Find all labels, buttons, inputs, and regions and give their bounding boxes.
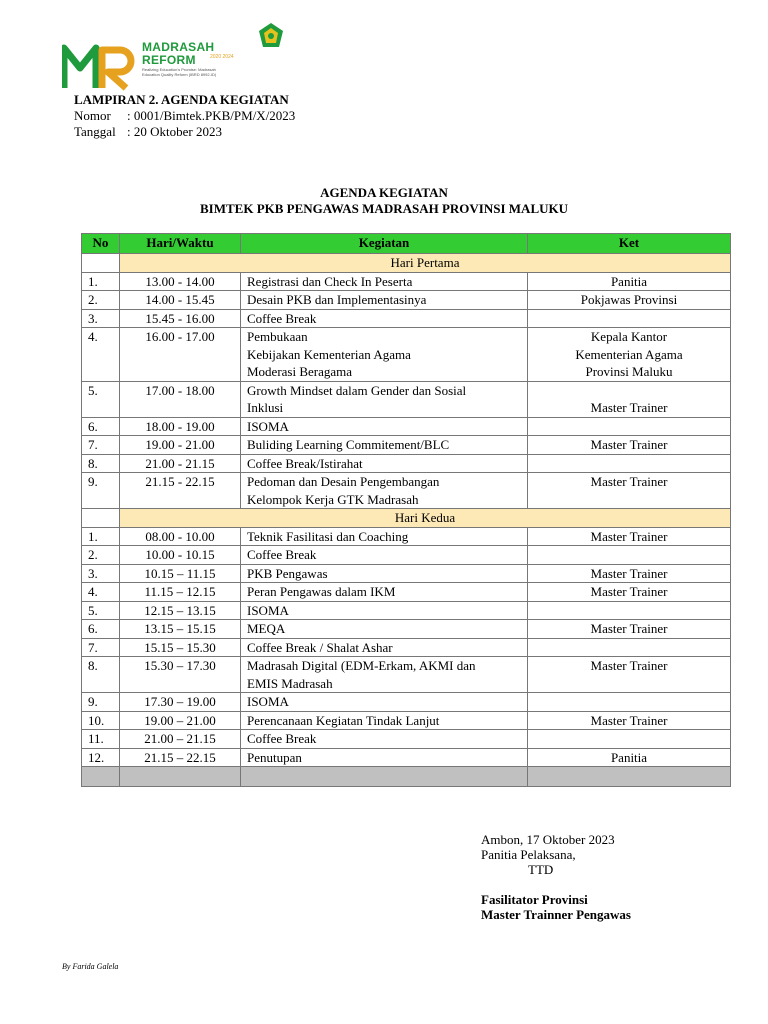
table-row — [82, 657, 731, 693]
nomor-label: Nomor — [74, 108, 111, 123]
row-ket — [528, 546, 731, 565]
row-ket: Panitia — [528, 272, 731, 291]
tanggal-row — [74, 124, 295, 140]
row-ket: Panitia — [528, 748, 731, 767]
table-row — [82, 638, 731, 657]
logo-tagline: Realizing Education's Promise: Madrasah Education Quality Reform (IBRD 8992-ID) — [142, 67, 217, 77]
row-activity: MEQA — [241, 620, 528, 639]
tanggal-label: Tanggal — [74, 124, 116, 139]
header-time: Hari/Waktu — [120, 234, 241, 254]
row-no: 1. — [82, 272, 120, 291]
row-activity: Growth Mindset dalam Gender dan Sosial Inklusi — [241, 381, 528, 417]
kemenag-emblem-icon — [258, 22, 284, 48]
row-time: 19.00 - 21.00 — [120, 436, 241, 455]
row-no: 5. — [82, 601, 120, 620]
row-time: 15.30 – 17.30 — [120, 657, 241, 693]
row-no: 9. — [82, 473, 120, 509]
header-ket: Ket — [528, 234, 731, 254]
row-ket — [528, 730, 731, 749]
row-activity: ISOMA — [241, 601, 528, 620]
row-time: 10.00 - 10.15 — [120, 546, 241, 565]
row-no: 3. — [82, 309, 120, 328]
lampiran-title: LAMPIRAN 2. AGENDA KEGIATAN — [74, 92, 289, 107]
table-row — [82, 381, 731, 417]
row-ket: Pokjawas Provinsi — [528, 291, 731, 310]
signature-place-date: Ambon, 17 Oktober 2023 — [481, 832, 615, 847]
row-ket: Master Trainer — [528, 527, 731, 546]
row-time: 10.15 – 11.15 — [120, 564, 241, 583]
footer-cell — [82, 767, 120, 787]
table-row — [82, 291, 731, 310]
row-time: 11.15 – 12.15 — [120, 583, 241, 602]
author-footer: By Farida Galela — [62, 962, 119, 971]
table-row — [82, 564, 731, 583]
row-activity: Coffee Break/Istirahat — [241, 454, 528, 473]
signature-org: Panitia Pelaksana, — [481, 847, 576, 862]
row-activity: Pedoman dan Desain Pengembangan Kelompok Kerja GTK Madrasah — [241, 473, 528, 509]
mr-logo-icon — [62, 40, 140, 92]
row-time: 18.00 - 19.00 — [120, 417, 241, 436]
row-time: 17.00 - 18.00 — [120, 381, 241, 417]
day-label: Hari Kedua — [120, 509, 731, 528]
logo-text-reform: REFORM — [142, 53, 196, 67]
table-row — [82, 748, 731, 767]
row-time: 21.15 – 22.15 — [120, 748, 241, 767]
row-activity: PKB Pengawas — [241, 564, 528, 583]
signature-ttd: TTD — [528, 862, 554, 877]
header-no: No — [82, 234, 120, 254]
footer-cell — [241, 767, 528, 787]
day-row-first — [82, 254, 731, 273]
table-row — [82, 328, 731, 382]
row-ket: Master Trainer — [528, 473, 731, 509]
row-ket — [528, 638, 731, 657]
row-time: 19.00 – 21.00 — [120, 711, 241, 730]
footer-cell — [528, 767, 731, 787]
row-no: 2. — [82, 291, 120, 310]
row-activity: Coffee Break — [241, 730, 528, 749]
row-ket — [528, 601, 731, 620]
row-no: 9. — [82, 693, 120, 712]
table-row — [82, 620, 731, 639]
row-ket — [528, 693, 731, 712]
table-row — [82, 436, 731, 455]
nomor-value: : 0001/Bimtek.PKB/PM/X/2023 — [127, 108, 296, 123]
agenda-table-body — [82, 254, 731, 787]
row-activity: Coffee Break / Shalat Ashar — [241, 638, 528, 657]
row-time: 15.45 - 16.00 — [120, 309, 241, 328]
row-no: 7. — [82, 638, 120, 657]
row-activity: ISOMA — [241, 693, 528, 712]
madrasah-reform-logo — [62, 12, 242, 84]
table-row — [82, 711, 731, 730]
document-header — [74, 92, 295, 140]
row-no: 11. — [82, 730, 120, 749]
row-ket: Master Trainer — [528, 381, 731, 417]
nomor-row — [74, 108, 295, 124]
table-row — [82, 546, 731, 565]
day-row-spacer — [82, 509, 120, 528]
row-no: 6. — [82, 417, 120, 436]
header-activity: Kegiatan — [241, 234, 528, 254]
logo-text-madrasah: MADRASAH — [142, 40, 215, 54]
row-time: 12.15 – 13.15 — [120, 601, 241, 620]
row-no: 10. — [82, 711, 120, 730]
row-activity: Penutupan — [241, 748, 528, 767]
table-row — [82, 693, 731, 712]
row-ket — [528, 309, 731, 328]
row-ket: Master Trainer — [528, 620, 731, 639]
row-time: 17.30 – 19.00 — [120, 693, 241, 712]
table-row — [82, 272, 731, 291]
row-time: 13.15 – 15.15 — [120, 620, 241, 639]
row-ket: Master Trainer — [528, 711, 731, 730]
row-no: 7. — [82, 436, 120, 455]
row-no: 8. — [82, 454, 120, 473]
agenda-title — [0, 185, 768, 217]
row-no: 12. — [82, 748, 120, 767]
row-ket: Master Trainer — [528, 436, 731, 455]
row-activity: Peran Pengawas dalam IKM — [241, 583, 528, 602]
table-row — [82, 417, 731, 436]
row-time: 08.00 - 10.00 — [120, 527, 241, 546]
row-no: 4. — [82, 583, 120, 602]
row-activity: Coffee Break — [241, 546, 528, 565]
row-ket — [528, 417, 731, 436]
signature-block — [481, 832, 631, 922]
row-no: 1. — [82, 527, 120, 546]
table-row — [82, 309, 731, 328]
row-no: 2. — [82, 546, 120, 565]
day-label: Hari Pertama — [120, 254, 731, 273]
row-time: 21.15 - 22.15 — [120, 473, 241, 509]
table-footer-row — [82, 767, 731, 787]
row-activity: Madrasah Digital (EDM-Erkam, AKMI dan EMIS Madrasah — [241, 657, 528, 693]
row-no: 6. — [82, 620, 120, 639]
day-row-second — [82, 509, 731, 528]
row-time: 13.00 - 14.00 — [120, 272, 241, 291]
table-row — [82, 527, 731, 546]
row-ket: Master Trainer — [528, 583, 731, 602]
row-ket: Master Trainer — [528, 564, 731, 583]
tanggal-value: : 20 Oktober 2023 — [127, 124, 222, 139]
table-row — [82, 583, 731, 602]
row-ket — [528, 454, 731, 473]
agenda-title-line1: AGENDA KEGIATAN — [320, 185, 448, 200]
table-row — [82, 473, 731, 509]
signature-role1: Fasilitator Provinsi — [481, 892, 588, 907]
table-row — [82, 601, 731, 620]
row-no: 5. — [82, 381, 120, 417]
row-time: 21.00 - 21.15 — [120, 454, 241, 473]
row-no: 8. — [82, 657, 120, 693]
row-time: 21.00 – 21.15 — [120, 730, 241, 749]
day-row-spacer — [82, 254, 120, 273]
row-activity: Coffee Break — [241, 309, 528, 328]
row-activity: Buliding Learning Commitement/BLC — [241, 436, 528, 455]
row-no: 4. — [82, 328, 120, 382]
row-time: 15.15 – 15.30 — [120, 638, 241, 657]
row-time: 14.00 - 15.45 — [120, 291, 241, 310]
table-row — [82, 730, 731, 749]
row-activity: Registrasi dan Check In Peserta — [241, 272, 528, 291]
row-activity: Perencanaan Kegiatan Tindak Lanjut — [241, 711, 528, 730]
logo-years: 2020 2024 — [210, 54, 234, 60]
row-no: 3. — [82, 564, 120, 583]
table-header-row — [82, 234, 731, 254]
row-ket: Kepala Kantor Kementerian Agama Provinsi Maluku — [528, 328, 731, 382]
agenda-title-line2: BIMTEK PKB PENGAWAS MADRASAH PROVINSI MALUKU — [200, 201, 568, 216]
row-activity: Pembukaan Kebijakan Kementerian Agama Moderasi Beragama — [241, 328, 528, 382]
row-time: 16.00 - 17.00 — [120, 328, 241, 382]
signature-role2: Master Trainner Pengawas — [481, 907, 631, 922]
row-activity: Desain PKB dan Implementasinya — [241, 291, 528, 310]
agenda-table — [81, 233, 731, 787]
footer-cell — [120, 767, 241, 787]
table-row — [82, 454, 731, 473]
row-activity: ISOMA — [241, 417, 528, 436]
row-activity: Teknik Fasilitasi dan Coaching — [241, 527, 528, 546]
row-ket: Master Trainer — [528, 657, 731, 693]
